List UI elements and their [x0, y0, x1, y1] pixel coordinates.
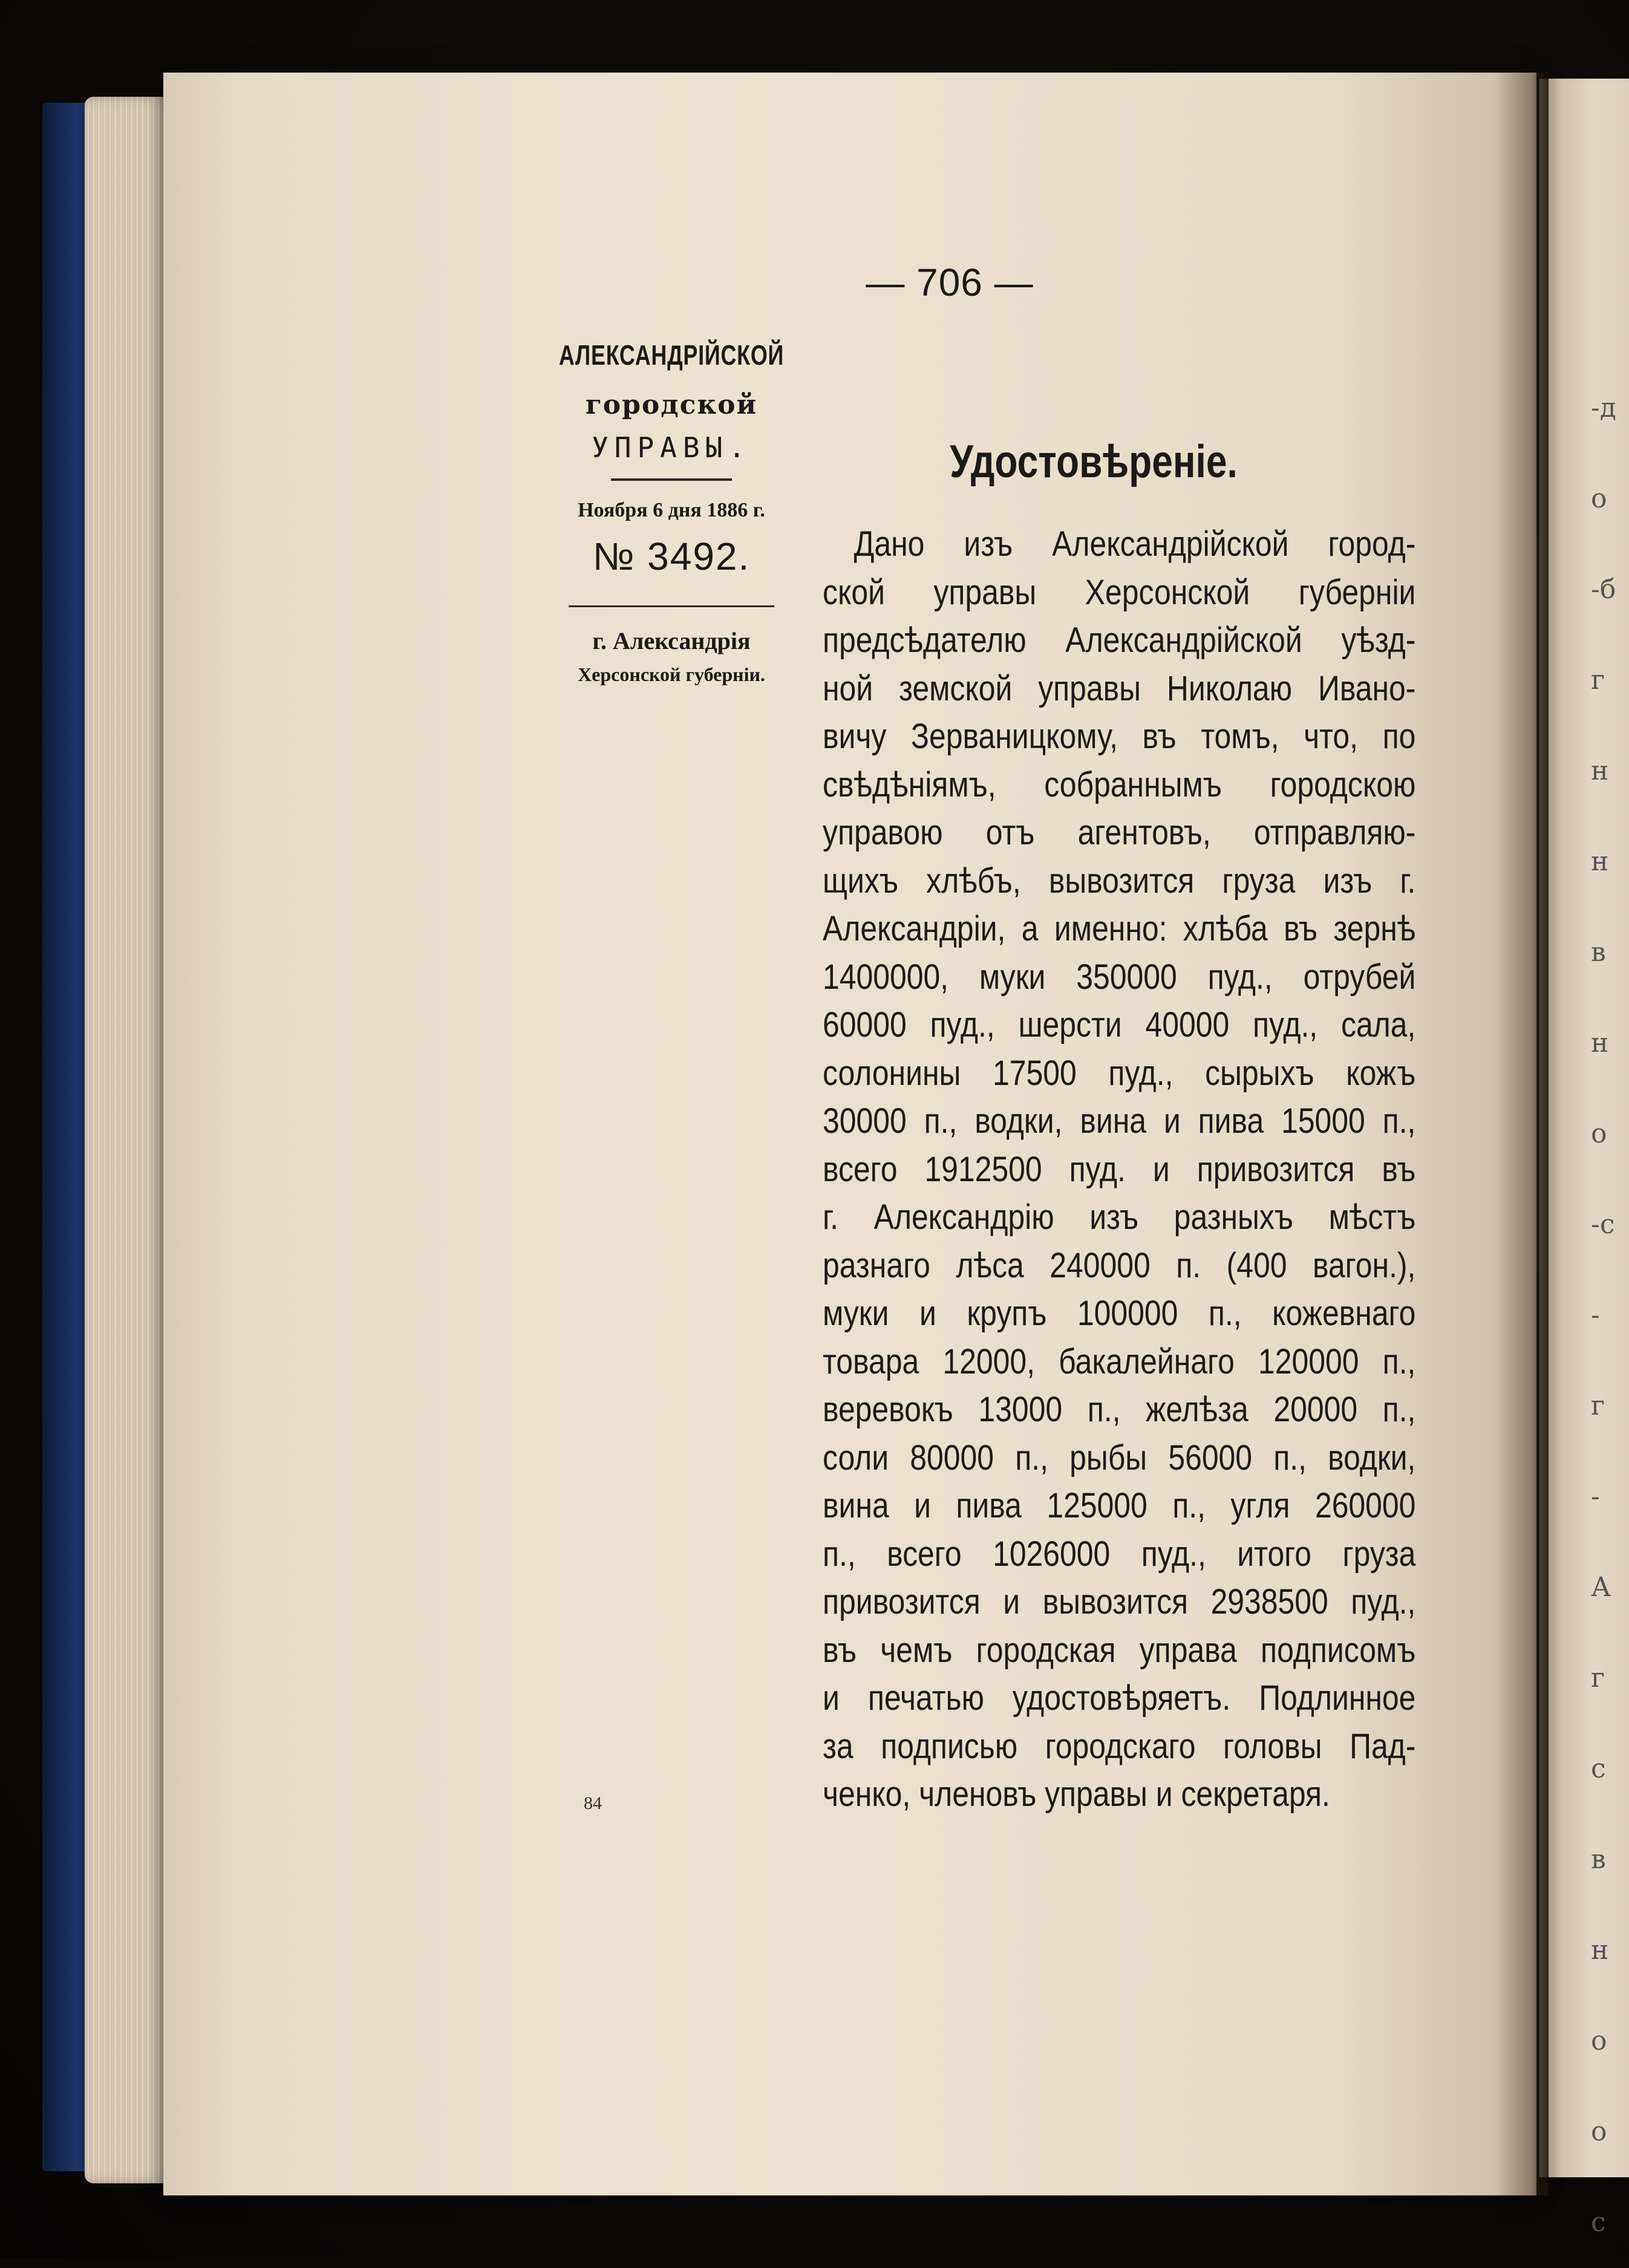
body-line: вичу Зерваницкому, въ томъ, что, по	[823, 717, 1416, 756]
body-line: управою отъ агентовъ, отправляю-	[823, 813, 1416, 852]
body-line: г. Александрію изъ разныхъ мѣстъ	[823, 1198, 1416, 1237]
margin-rule-2	[569, 605, 774, 607]
body-line: за подписью городскаго головы Пад-	[823, 1726, 1416, 1766]
margin-place-1: г. Александрія	[592, 627, 751, 654]
right-page-fragment: о	[1591, 1118, 1607, 1149]
right-page-fragment: г	[1591, 1663, 1605, 1693]
margin-place-2: Херсонской губерніи.	[578, 663, 765, 685]
right-page-fragment: г	[1591, 665, 1605, 696]
body-line: соли 80000 п., рыбы 56000 п., водки,	[823, 1438, 1416, 1478]
right-page-fragment: н	[1591, 1028, 1609, 1058]
margin-line-2: городской	[585, 389, 758, 420]
margin-date: Ноября 6 дня 1886 г.	[578, 499, 765, 521]
body-line: всего 1912500 пуд. и привозится въ	[823, 1149, 1416, 1189]
body-line: 1400000, муки 350000 пуд., отрубей	[823, 957, 1416, 997]
body-line: товара 12000, бакалейнаго 120000 п.,	[823, 1341, 1416, 1381]
right-page-fragment: о	[1591, 2025, 1607, 2056]
right-page-fragment: н	[1591, 1935, 1609, 1966]
body-line: солонины 17500 пуд., сырыхъ кожъ	[823, 1053, 1416, 1093]
body-line: разнаго лѣса 240000 п. (400 вагон.),	[823, 1245, 1416, 1285]
right-page-fragment: -с	[1591, 1209, 1615, 1240]
margin-rule	[611, 478, 732, 481]
document-heading: Удостовѣреніе.	[950, 436, 1238, 487]
body-line: Александріи, а именно: хлѣба въ зернѣ	[823, 909, 1416, 948]
body-line: веревокъ 13000 п., желѣза 20000 п.,	[823, 1390, 1416, 1429]
body-line: предсѣдателю Александрійской уѣзд-	[823, 621, 1416, 660]
right-page-fragment: -б	[1591, 574, 1616, 605]
body-line: вина и пива 125000 п., угля 260000	[823, 1486, 1416, 1525]
margin-number: № 3492.	[592, 535, 751, 578]
margin-line-1: АЛЕКСАНДРІЙСКОЙ	[558, 339, 785, 371]
right-page-fragment: в	[1591, 1844, 1606, 1875]
right-page-fragment: в	[1591, 937, 1606, 968]
body-line: ченко, членовъ управы и секретаря.	[823, 1774, 1330, 1814]
body-line: привозится и вывозится 2938500 пуд.,	[823, 1582, 1416, 1621]
body-line: Дано изъ Александрійской город-	[854, 524, 1416, 564]
signature-mark: 84	[584, 1793, 602, 1813]
document-body	[823, 520, 1415, 1819]
right-page-fragment: -д	[1591, 393, 1616, 423]
margin-note	[520, 339, 823, 686]
right-page-fragment: с	[1591, 1753, 1606, 1784]
body-line: свѣдѣніямъ, собраннымъ городскою	[823, 764, 1416, 804]
body-line: ной земской управы Николаю Ивано-	[823, 668, 1416, 708]
body-line: 30000 п., водки, вина и пива 15000 п.,	[823, 1101, 1416, 1141]
right-page-fragment: н	[1591, 755, 1609, 786]
right-page-fragment: А	[1591, 1572, 1611, 1603]
body-line: п., всего 1026000 пуд., итого груза	[823, 1534, 1416, 1574]
right-page-fragment: -	[1591, 1300, 1600, 1331]
right-page-fragment: о	[1591, 483, 1607, 514]
body-line: ской управы Херсонской губерніи	[823, 572, 1416, 612]
right-page-fragment: н	[1591, 846, 1609, 877]
right-page-fragment: -	[1591, 1481, 1600, 1512]
body-line: и печатью удостовѣряетъ. Подлинное	[823, 1678, 1416, 1718]
page-number: — 706 —	[866, 261, 1034, 304]
right-page-fragment: г	[1591, 1390, 1605, 1421]
body-line: 60000 пуд., шерсти 40000 пуд., сала,	[823, 1005, 1416, 1044]
body-line: муки и крупъ 100000 п., кожевнаго	[823, 1294, 1416, 1333]
right-page-fragment: с	[1591, 2207, 1606, 2238]
body-line: въ чемъ городская управа подписомъ	[823, 1630, 1416, 1670]
right-page-fragment: о	[1591, 2116, 1607, 2147]
margin-line-3: УПРАВЫ.	[592, 431, 751, 464]
body-line: щихъ хлѣбъ, вывозится груза изъ г.	[823, 861, 1416, 901]
